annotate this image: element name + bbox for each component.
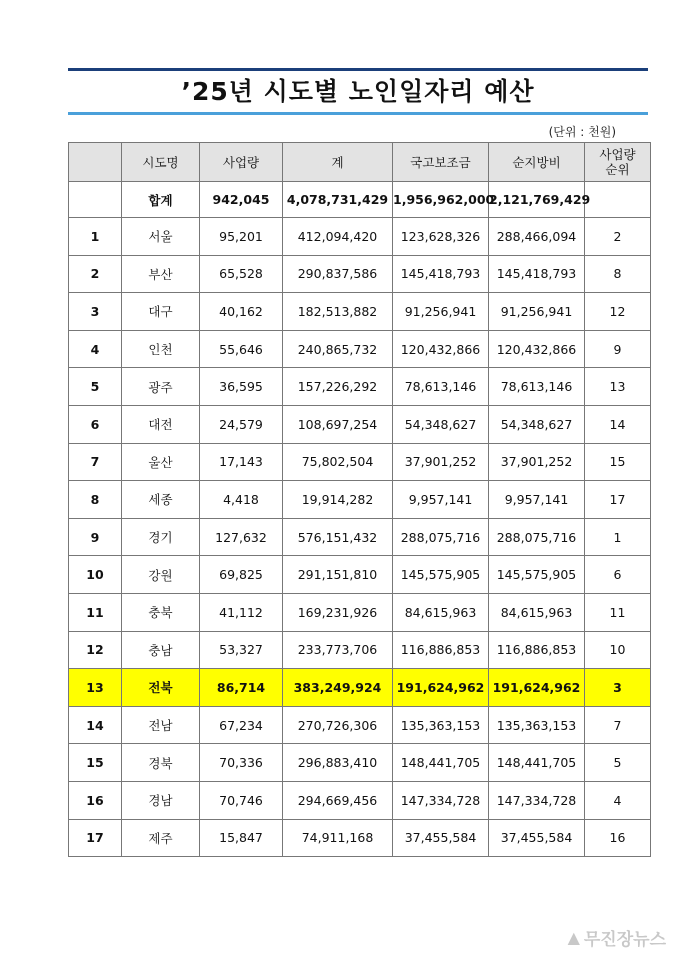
row-rank: 14 <box>585 405 651 443</box>
row-no: 8 <box>69 481 122 519</box>
table-row <box>69 744 651 782</box>
total-national: 1,956,962,000 <box>393 182 489 218</box>
row-sum: 240,865,732 <box>283 330 393 368</box>
row-sum: 74,911,168 <box>283 819 393 857</box>
row-rank: 9 <box>585 330 651 368</box>
row-national: 145,418,793 <box>393 255 489 293</box>
row-no: 13 <box>69 669 122 707</box>
row-local: 120,432,866 <box>489 330 585 368</box>
row-sum: 576,151,432 <box>283 518 393 556</box>
row-region: 경남 <box>122 781 200 819</box>
row-rank: 16 <box>585 819 651 857</box>
row-local: 191,624,962 <box>489 669 585 707</box>
row-local: 84,615,963 <box>489 593 585 631</box>
row-rank: 8 <box>585 255 651 293</box>
row-local: 288,075,716 <box>489 518 585 556</box>
row-rank: 13 <box>585 368 651 406</box>
row-national: 123,628,326 <box>393 218 489 256</box>
row-sum: 157,226,292 <box>283 368 393 406</box>
row-no: 6 <box>69 405 122 443</box>
row-region: 충남 <box>122 631 200 669</box>
row-national: 120,432,866 <box>393 330 489 368</box>
table-row <box>69 368 651 406</box>
row-rank: 3 <box>585 669 651 707</box>
row-national: 84,615,963 <box>393 593 489 631</box>
row-rank: 1 <box>585 518 651 556</box>
row-national: 9,957,141 <box>393 481 489 519</box>
watermark-text: 무진장뉴스 <box>583 930 666 950</box>
row-rank: 12 <box>585 293 651 331</box>
row-sum: 294,669,456 <box>283 781 393 819</box>
row-rank: 11 <box>585 593 651 631</box>
row-rank: 17 <box>585 481 651 519</box>
row-sum: 290,837,586 <box>283 255 393 293</box>
row-volume: 15,847 <box>200 819 283 857</box>
table-row <box>69 293 651 331</box>
row-local: 54,348,627 <box>489 405 585 443</box>
header-rank: 사업량 순위 <box>585 143 651 182</box>
header-national: 국고보조금 <box>393 143 489 182</box>
row-sum: 108,697,254 <box>283 405 393 443</box>
row-region: 전남 <box>122 706 200 744</box>
row-no: 15 <box>69 744 122 782</box>
row-region: 부산 <box>122 255 200 293</box>
table-row <box>69 330 651 368</box>
header-volume: 사업량 <box>200 143 283 182</box>
table-row <box>69 481 651 519</box>
row-local: 135,363,153 <box>489 706 585 744</box>
row-volume: 67,234 <box>200 706 283 744</box>
total-row <box>69 182 651 218</box>
table-row <box>69 218 651 256</box>
row-rank: 7 <box>585 706 651 744</box>
row-rank: 5 <box>585 744 651 782</box>
row-no: 7 <box>69 443 122 481</box>
row-volume: 40,162 <box>200 293 283 331</box>
table-row <box>69 405 651 443</box>
row-national: 54,348,627 <box>393 405 489 443</box>
row-volume: 24,579 <box>200 405 283 443</box>
row-sum: 233,773,706 <box>283 631 393 669</box>
table-row <box>69 631 651 669</box>
row-sum: 182,513,882 <box>283 293 393 331</box>
row-no: 16 <box>69 781 122 819</box>
row-region: 대전 <box>122 405 200 443</box>
row-volume: 36,595 <box>200 368 283 406</box>
title-bottom-rule <box>68 112 648 115</box>
row-no: 1 <box>69 218 122 256</box>
row-sum: 296,883,410 <box>283 744 393 782</box>
row-region: 광주 <box>122 368 200 406</box>
row-region: 울산 <box>122 443 200 481</box>
row-region: 인천 <box>122 330 200 368</box>
page-title: ’25년 시도별 노인일자리 예산 <box>181 77 535 106</box>
header-row <box>69 143 651 182</box>
row-rank: 2 <box>585 218 651 256</box>
row-volume: 69,825 <box>200 556 283 594</box>
row-sum: 75,802,504 <box>283 443 393 481</box>
row-national: 145,575,905 <box>393 556 489 594</box>
row-volume: 4,418 <box>200 481 283 519</box>
title-top-rule <box>68 68 648 71</box>
row-sum: 383,249,924 <box>283 669 393 707</box>
row-region: 서울 <box>122 218 200 256</box>
table-row <box>69 255 651 293</box>
row-no: 10 <box>69 556 122 594</box>
row-region: 경북 <box>122 744 200 782</box>
row-volume: 86,714 <box>200 669 283 707</box>
row-national: 288,075,716 <box>393 518 489 556</box>
row-no: 14 <box>69 706 122 744</box>
row-volume: 70,336 <box>200 744 283 782</box>
row-no: 12 <box>69 631 122 669</box>
row-local: 37,901,252 <box>489 443 585 481</box>
row-region: 제주 <box>122 819 200 857</box>
row-rank: 6 <box>585 556 651 594</box>
header-region: 시도명 <box>122 143 200 182</box>
row-region: 강원 <box>122 556 200 594</box>
total-label: 합계 <box>122 182 200 218</box>
row-volume: 55,646 <box>200 330 283 368</box>
row-sum: 169,231,926 <box>283 593 393 631</box>
unit-note: (단위 : 천원) <box>548 125 616 139</box>
table-row <box>69 518 651 556</box>
total-no <box>69 182 122 218</box>
row-local: 288,466,094 <box>489 218 585 256</box>
row-rank: 10 <box>585 631 651 669</box>
row-sum: 270,726,306 <box>283 706 393 744</box>
row-region: 전북 <box>122 669 200 707</box>
row-volume: 95,201 <box>200 218 283 256</box>
row-no: 11 <box>69 593 122 631</box>
total-rank <box>585 182 651 218</box>
row-no: 9 <box>69 518 122 556</box>
row-local: 9,957,141 <box>489 481 585 519</box>
row-volume: 127,632 <box>200 518 283 556</box>
header-local: 순지방비 <box>489 143 585 182</box>
row-region: 대구 <box>122 293 200 331</box>
row-national: 148,441,705 <box>393 744 489 782</box>
row-rank: 4 <box>585 781 651 819</box>
table-row <box>69 593 651 631</box>
header-sum: 계 <box>283 143 393 182</box>
row-volume: 65,528 <box>200 255 283 293</box>
row-no: 17 <box>69 819 122 857</box>
row-local: 147,334,728 <box>489 781 585 819</box>
row-local: 78,613,146 <box>489 368 585 406</box>
row-volume: 17,143 <box>200 443 283 481</box>
watermark <box>568 925 666 950</box>
row-local: 116,886,853 <box>489 631 585 669</box>
row-national: 191,624,962 <box>393 669 489 707</box>
row-local: 145,575,905 <box>489 556 585 594</box>
row-local: 145,418,793 <box>489 255 585 293</box>
row-national: 91,256,941 <box>393 293 489 331</box>
row-no: 5 <box>69 368 122 406</box>
row-sum: 412,094,420 <box>283 218 393 256</box>
row-volume: 53,327 <box>200 631 283 669</box>
row-local: 91,256,941 <box>489 293 585 331</box>
mountain-logo-icon: ▲ <box>567 928 580 947</box>
row-region: 경기 <box>122 518 200 556</box>
table-row <box>69 706 651 744</box>
row-local: 148,441,705 <box>489 744 585 782</box>
row-sum: 19,914,282 <box>283 481 393 519</box>
row-national: 37,901,252 <box>393 443 489 481</box>
row-region: 세종 <box>122 481 200 519</box>
row-sum: 291,151,810 <box>283 556 393 594</box>
row-national: 78,613,146 <box>393 368 489 406</box>
row-no: 2 <box>69 255 122 293</box>
row-no: 4 <box>69 330 122 368</box>
row-national: 116,886,853 <box>393 631 489 669</box>
row-national: 135,363,153 <box>393 706 489 744</box>
row-rank: 15 <box>585 443 651 481</box>
header-no <box>69 143 122 182</box>
row-volume: 70,746 <box>200 781 283 819</box>
total-volume: 942,045 <box>200 182 283 218</box>
row-national: 37,455,584 <box>393 819 489 857</box>
total-local: 2,121,769,429 <box>489 182 585 218</box>
row-local: 37,455,584 <box>489 819 585 857</box>
row-region: 충북 <box>122 593 200 631</box>
table-row-highlighted <box>69 669 651 707</box>
table-row <box>69 781 651 819</box>
table-row <box>69 443 651 481</box>
row-national: 147,334,728 <box>393 781 489 819</box>
table-row <box>69 819 651 857</box>
table-row <box>69 556 651 594</box>
row-no: 3 <box>69 293 122 331</box>
budget-table <box>68 142 651 857</box>
total-sum: 4,078,731,429 <box>283 182 393 218</box>
row-volume: 41,112 <box>200 593 283 631</box>
